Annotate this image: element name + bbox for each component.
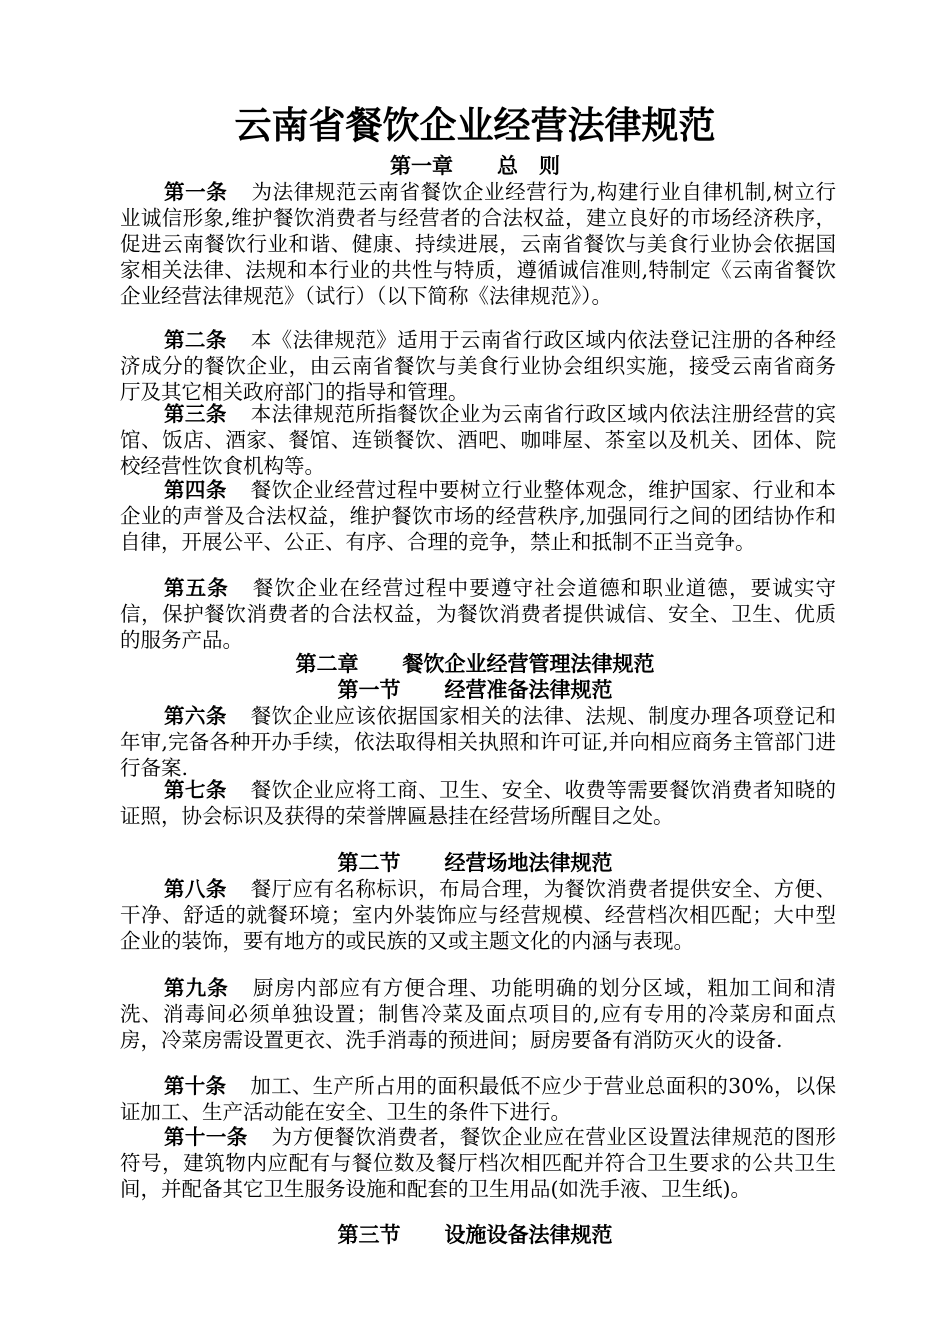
chapter-heading (0, 153, 950, 179)
article-3 (120, 401, 836, 479)
section-title: 经营准备法律规范 (444, 678, 613, 702)
article-number: 第五条 (164, 576, 229, 600)
article-number: 第一条 (164, 180, 228, 204)
article-text: 餐饮企业在经营过程中要遵守社会道德和职业道德，要诚实守信，保护餐饮消费者的合法权益，为餐饮消费者提供诚信、安全、卫生、优质的服务产品。 (120, 576, 837, 652)
chapter-title: 餐饮企业经营管理法律规范 (402, 652, 655, 676)
chapter-number: 第一章 (390, 154, 453, 178)
article-2 (120, 327, 836, 405)
article-number: 第七条 (164, 778, 227, 802)
chapter-number: 第二章 (295, 652, 359, 676)
article-6 (120, 703, 836, 781)
article-number: 第四条 (164, 478, 227, 502)
section-number: 第三节 (337, 1223, 401, 1247)
article-text: 为方便餐饮消费者，餐饮企业应在营业区设置法律规范的图形符号，建筑物内应配有与餐位数及餐厅档次相匹配并符合卫生要求的公共卫生间，并配备其它卫生服务设施和配套的卫生用品(如洗手液、卫生纸)。 (120, 1125, 837, 1201)
section-heading (0, 677, 950, 703)
article-text: 餐厅应有名称标识，布局合理，为餐饮消费者提供安全、方便、干净、舒适的就餐环境；室内外装饰应与经营规模、经营档次相匹配；大中型企业的装饰，要有地方的或民族的又或主题文化的内涵与表现。 (120, 877, 836, 953)
article-text: 本法律规范所指餐饮企业为云南省行政区域内依法注册经营的宾馆、饭店、酒家、餐馆、连锁餐饮、酒吧、咖啡屋、茶室以及机关、团体、院校经营性饮食机构等。 (120, 402, 836, 478)
article-8 (120, 876, 836, 954)
article-text: 加工、生产所占用的面积最低不应少于营业总面积的30%，以保证加工、生产活动能在安全、卫生的条件下进行。 (120, 1074, 836, 1124)
article-9 (120, 975, 836, 1053)
article-text: 厨房内部应有方便合理、功能明确的划分区域，粗加工间和清洗、消毒间必须单独设置；制售冷菜及面点项目的,应有专用的冷菜房和面点房，冷菜房需设置更衣、洗手消毒的预进间；厨房要备有消防灭火的设备. (120, 976, 837, 1052)
article-10 (120, 1073, 836, 1125)
article-number: 第九条 (164, 976, 229, 1000)
article-7 (120, 777, 836, 829)
chapter-heading (0, 651, 950, 677)
section-number: 第二节 (337, 851, 401, 875)
section-title: 经营场地法律规范 (444, 851, 613, 875)
section-heading (0, 1222, 950, 1248)
chapter-title: 总 则 (497, 154, 560, 178)
article-number: 第八条 (164, 877, 227, 901)
article-number: 第十条 (164, 1074, 227, 1098)
article-number: 第二条 (164, 328, 227, 352)
article-4 (120, 477, 836, 555)
article-text: 本《法律规范》适用于云南省行政区域内依法登记注册的各种经济成分的餐饮企业，由云南省餐饮与美食行业协会组织实施，接受云南省商务厅及其它相关政府部门的指导和管理。 (120, 328, 836, 404)
article-number: 第三条 (164, 402, 227, 426)
article-11 (120, 1124, 836, 1202)
article-text: 餐饮企业应该依据国家相关的法律、法规、制度办理各项登记和年审,完备各种开办手续，依法取得相关执照和许可证,并向相应商务主管部门进行备案. (120, 704, 836, 780)
section-heading (0, 850, 950, 876)
document-title: 云南省餐饮企业经营法律规范 (234, 104, 716, 147)
article-number: 第十一条 (164, 1125, 248, 1149)
article-5 (120, 575, 836, 653)
section-number: 第一节 (337, 678, 401, 702)
article-text: 餐饮企业应将工商、卫生、安全、收费等需要餐饮消费者知晓的证照，协会标识及获得的荣誉牌匾悬挂在经营场所醒目之处。 (120, 778, 836, 828)
article-text: 餐饮企业经营过程中要树立行业整体观念，维护国家、行业和本企业的声誉及合法权益，维护餐饮市场的经营秩序,加强同行之间的团结协作和自律，开展公平、公正、有序、合理的竞争，禁止和抵制不正当竞争。 (120, 478, 836, 554)
article-1 (120, 179, 836, 309)
section-title: 设施设备法律规范 (444, 1223, 613, 1247)
article-text: 为法律规范云南省餐饮企业经营行为,构建行业自律机制,树立行业诚信形象,维护餐饮消费者与经营者的合法权益，建立良好的市场经济秩序，促进云南餐饮行业和谐、健康、持续进展，云南省餐饮与美食行业协会依据国家相关法律、法规和本行业的共性与特质，遵循诚信准则,特制定《云南省餐饮企业经营法律规范》（试行）（以下简称《法律规范》）。 (120, 180, 837, 308)
article-number: 第六条 (164, 704, 227, 728)
